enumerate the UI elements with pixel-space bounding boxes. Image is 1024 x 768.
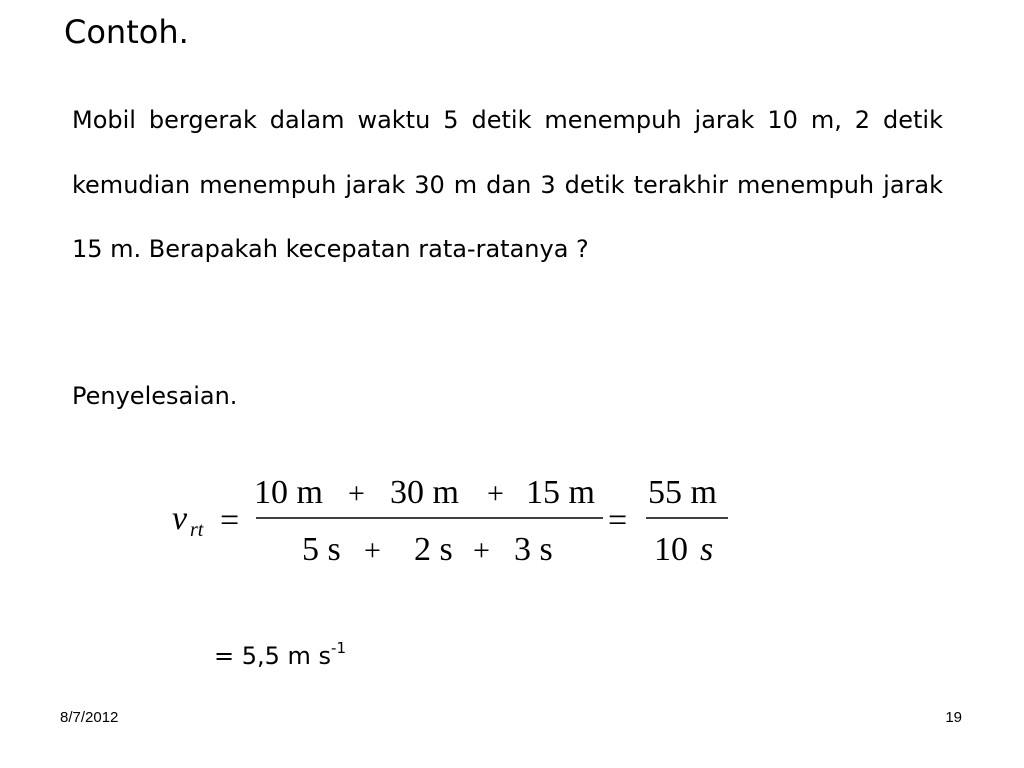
numerator-plus-1: +: [348, 477, 365, 510]
equals-sign-1: =: [220, 502, 240, 539]
page-number: 19: [945, 709, 962, 726]
equals-sign-2: =: [608, 502, 628, 539]
footer-date: 8/7/2012: [60, 709, 119, 726]
numerator-term-2: 30 m: [390, 474, 459, 511]
denominator-plus-1: +: [364, 534, 381, 567]
result-exponent: -1: [331, 639, 347, 657]
denominator-plus-2: +: [473, 534, 490, 567]
result-numerator: 55 m: [648, 474, 717, 511]
numerator-term-3: 15 m: [526, 474, 595, 511]
slide-title: Contoh.: [64, 13, 189, 51]
result-denominator-number: 10: [654, 531, 688, 568]
denominator-term-2: 2 s: [414, 531, 453, 568]
numerator-plus-2: +: [487, 477, 504, 510]
final-result: [214, 636, 346, 676]
numerator-term-1: 10 m: [254, 474, 323, 511]
result-denominator-unit: s: [700, 531, 714, 568]
solution-heading: Penyelesaian.: [72, 382, 238, 410]
denominator-term-1: 5 s: [302, 531, 341, 568]
result-value: = 5,5 m s: [214, 642, 332, 670]
velocity-symbol: v: [172, 500, 188, 537]
denominator-term-3: 3 s: [514, 531, 553, 568]
problem-statement: Mobil bergerak dalam waktu 5 detik menempuh jarak 10 m, 2 detik kemudian menempuh jarak 30 m dan 3 detik terakhir menempuh jarak 15 m. Berapakah kecepatan rata-ratanya ?: [72, 106, 943, 263]
velocity-subscript: rt: [190, 519, 204, 541]
